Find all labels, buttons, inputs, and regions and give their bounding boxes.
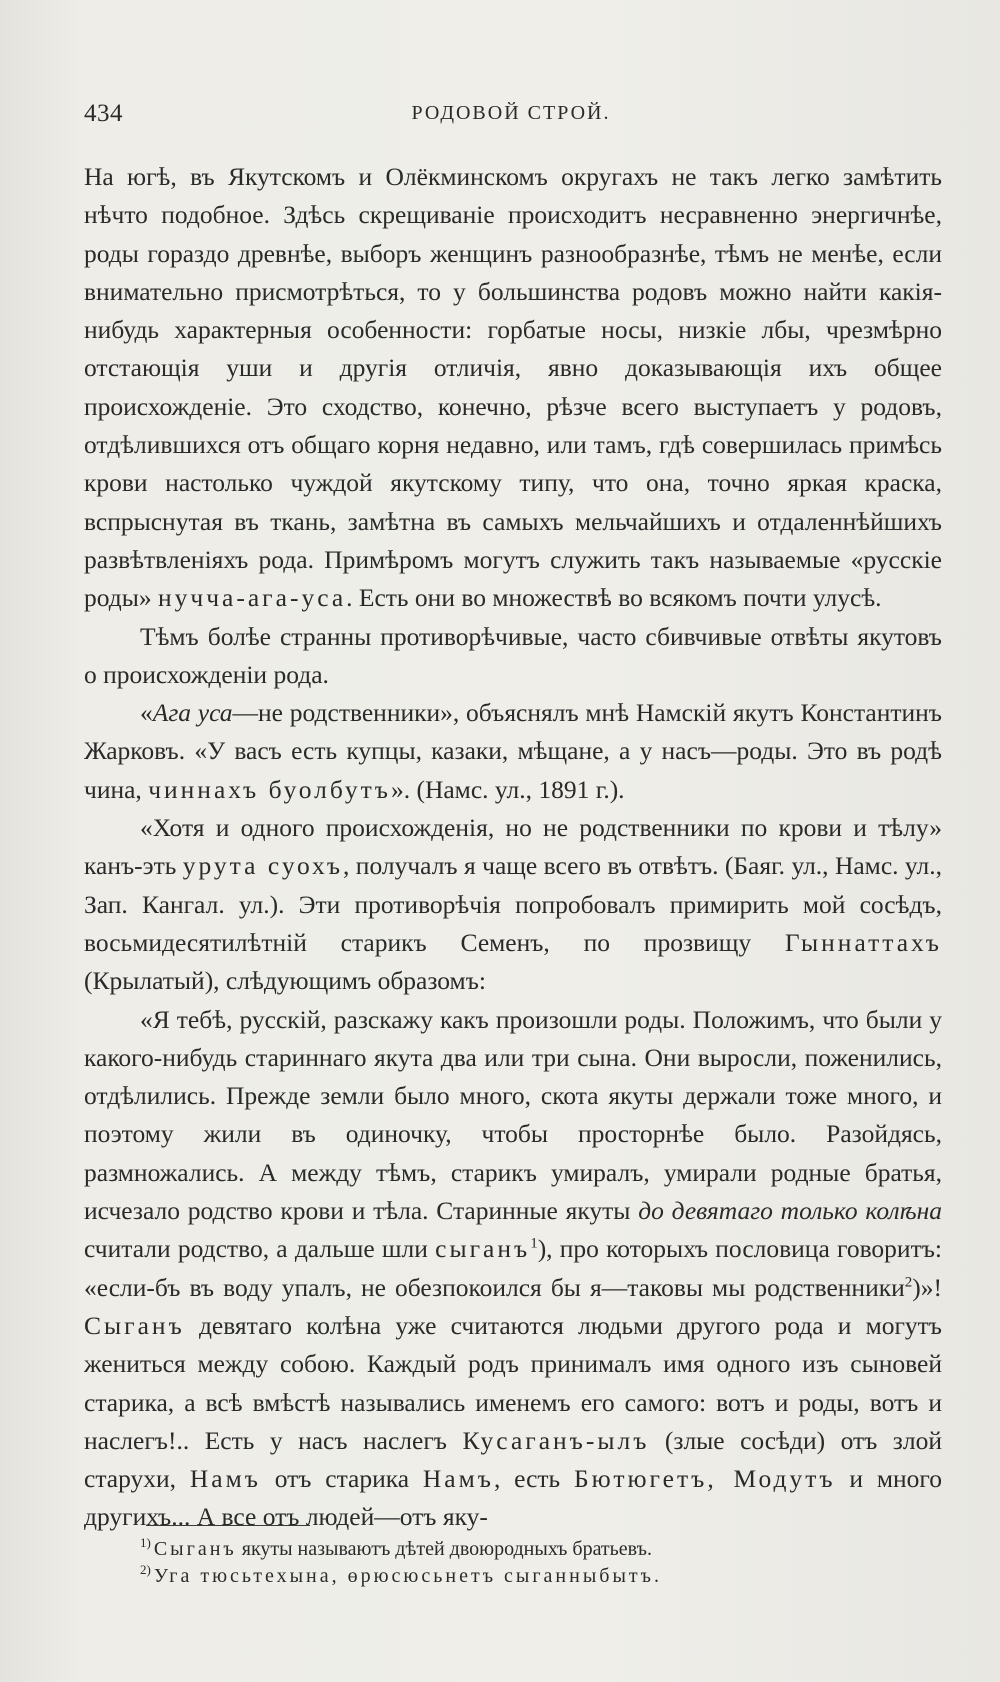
spaced-term: Бютюгетъ, Модутъ: [574, 1464, 836, 1494]
footnotes: [140, 1536, 920, 1590]
text-run: отъ старика: [260, 1464, 423, 1494]
page-header: [84, 100, 938, 130]
spaced-term: Уга тюсьтехына, өрюсюсьнетъ сыганныбытъ.: [153, 1565, 662, 1587]
paragraph: [84, 694, 942, 809]
spaced-term: Гыннаттахъ: [784, 927, 942, 957]
spaced-term: Намъ: [422, 1464, 494, 1494]
spaced-term: чиннахъ буолбутъ: [148, 774, 391, 804]
spaced-term: нучча-ага-уса: [158, 583, 347, 613]
text-run: —не родственники», объяснялъ мнѣ Намскій якутъ Константинъ Жарковъ. «У васъ есть купцы, казаки, мѣщане, а у насъ—роды. Это въ родѣ чина,: [84, 698, 942, 804]
text-run: «Я тебѣ, русскій, разскажу какъ произошли роды. Положимъ, что были у какого-нибудь стариннаго якута два или три сына. Они выросли, поженились, отдѣлились. Прежде земли было много, скота якуты держали тоже много, и поэтому жили въ одиночку, чтобы просторнѣе было. Разойдясь, размножались. А между тѣмъ, старикъ умиралъ, умирали родные братья, исчезало родство крови и тѣла. Старинные якуты: [84, 1004, 942, 1226]
paragraph: [84, 809, 942, 1000]
text-run: и много другихъ... А все отъ людей—отъ яку-: [84, 1464, 942, 1532]
footnote-divider: [146, 1525, 310, 1526]
spaced-term: Кусаганъ-ылъ: [462, 1425, 650, 1455]
italic-text: Ага уса: [152, 698, 233, 728]
footnote-number: 2): [140, 1562, 151, 1578]
text-run: ), про которыхъ пословица говоритъ: «если-бъ въ воду упалъ, не обезпокоился бы я—таковы мы родственники: [84, 1234, 942, 1302]
running-head: РОДОВОЙ СТРОЙ.: [411, 102, 611, 124]
text-run: якуты называютъ дѣтей двоюродныхъ братьевъ.: [236, 1538, 652, 1560]
text-run: . Есть они во множествѣ во всякомъ почти улусѣ.: [346, 583, 882, 613]
spaced-term: Сыганъ: [153, 1538, 237, 1560]
text-run: На югѣ, въ Якутскомъ и Олёкминскомъ округахъ не такъ легко замѣтить нѣчто подобное. Здѣсь скрещиваніе происходитъ несравненно энергичнѣе, роды гораздо древнѣе, выборъ женщинъ разнообразнѣе, тѣмъ не менѣе, если внимательно присмотрѣться, то у большинства родовъ можно найти какія-нибудь характерныя особенности: горбатые носы, низкіе лбы, чрезмѣрно отстающія уши и другія отличія, явно доказывающія ихъ общее происхожденіе. Это сходство, конечно, рѣзче всего выступаетъ у родовъ, отдѣлившихся отъ общаго корня недавно, или тамъ, гдѣ совершилась примѣсь крови настолько чуждой якутскому типу, что она, точно яркая краска, вспрыснутая въ ткань, замѣтна въ самыхъ мельчайшихъ и отдаленнѣйшихъ развѣтвленіяхъ рода. Примѣромъ могутъ служить такъ называемые «русскіе роды»: [84, 162, 942, 613]
spaced-term: сыганъ: [435, 1234, 531, 1264]
spaced-term: урута суохъ: [182, 851, 344, 881]
paragraph: [84, 618, 942, 695]
text-run: считали родство, а дальше шли: [84, 1234, 436, 1264]
text-run: Тѣмъ болѣе странны противорѣчивые, часто сбивчивые отвѣты якутовъ о происхожденіи рода.: [84, 621, 942, 689]
paragraph: [84, 158, 942, 618]
text-run: девятаго колѣна уже считаются людьми другого рода и могутъ жениться между собою. Каждый родъ принималъ имя одного изъ сыновей старика, а всѣ вмѣстѣ назывались именемъ его самого: вотъ и роды, вотъ и наслегъ!.. Есть у насъ наслегъ: [84, 1310, 942, 1455]
text-run: )»!: [912, 1272, 942, 1302]
paragraph: [84, 1001, 942, 1537]
text-run: , получалъ я чаще всего въ отвѣтъ. (Баяг. ул., Намс. ул., Зап. Кангал. ул.). Эти противорѣчія попробовалъ примирить мой сосѣдъ, восьмидесятилѣтній старикъ Семенъ, по прозвищу: [84, 851, 943, 957]
spaced-term: Намъ: [189, 1464, 261, 1494]
main-text: [84, 158, 942, 1537]
footnote-reference: 1: [530, 1235, 538, 1252]
text-run: (злые сосѣди) отъ злой старухи,: [84, 1425, 942, 1494]
italic-text: до девятаго только колѣна: [638, 1196, 942, 1226]
footnote: [140, 1563, 920, 1590]
spaced-term: Сыганъ: [84, 1310, 185, 1340]
text-run: «: [140, 698, 153, 728]
text-run: (Крылатый), слѣдующимъ образомъ:: [84, 966, 486, 996]
text-run: «Хотя и одного происхожденія, но не родственники по крови и тѣлу» канъ-эть: [84, 813, 942, 881]
footnote: [140, 1536, 920, 1563]
page-number: 434: [84, 100, 123, 127]
footnote-number: 1): [140, 1535, 151, 1551]
text-run: ». (Намс. ул., 1891 г.).: [390, 774, 625, 804]
footnote-reference: 2: [904, 1274, 913, 1291]
text-run: , есть: [493, 1464, 574, 1494]
